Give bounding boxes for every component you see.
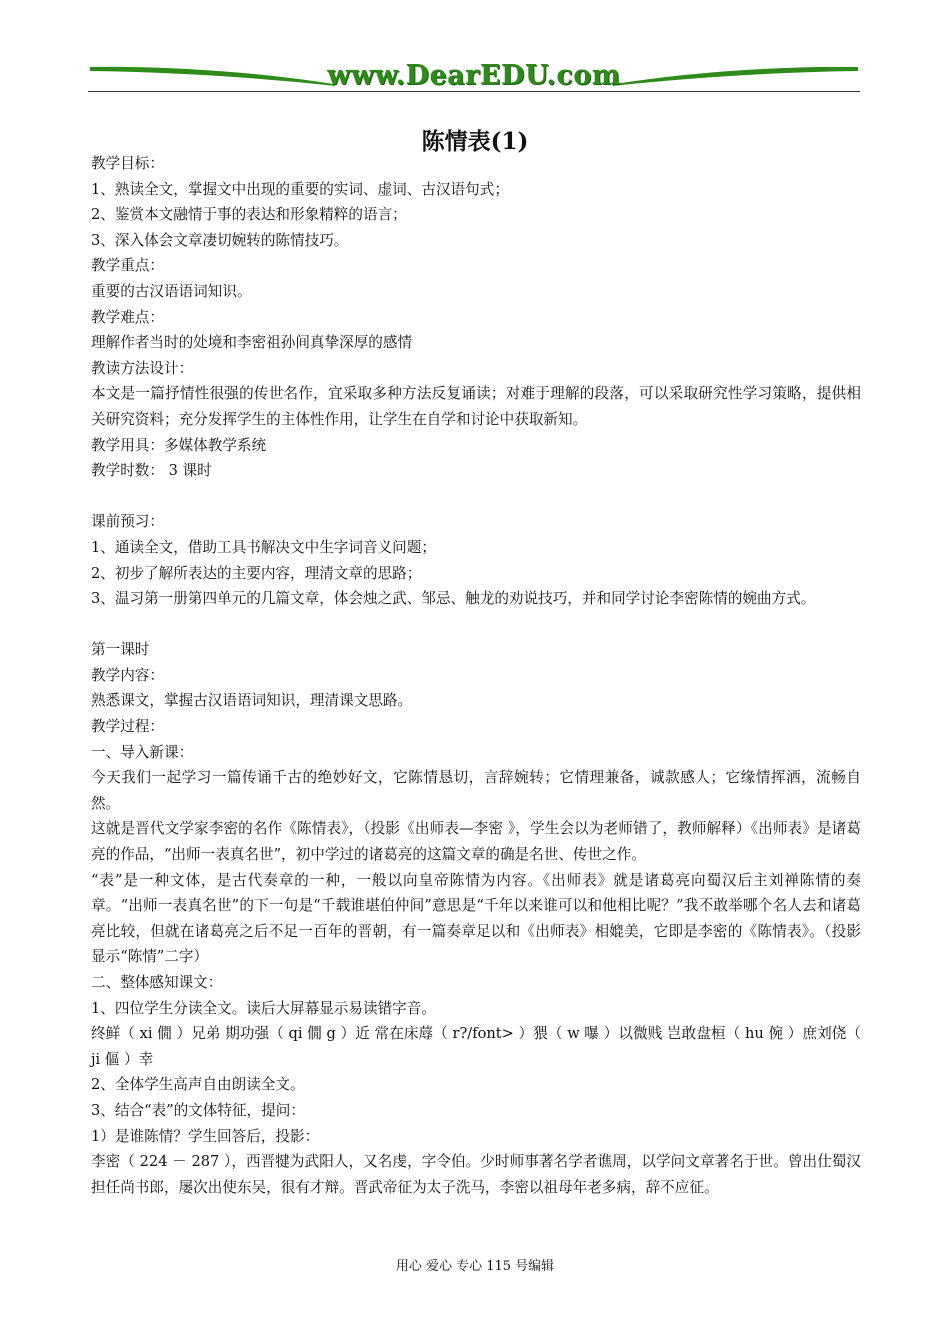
paragraph: “表”是一种文体，是古代奏章的一种，一般以向皇帝陈情为内容。《出师表》就是诸葛亮向蜀汉后主刘禅陈情的奏章。“出师一表真名世”的下一句是“千载谁堪伯仲间”意思是“千年以来谁可以和他相比呢？”我不敢举哪个名人去和诸葛亮比较，但就在诸葛亮之后不足一百年的晋朝，有一篇奏章足以和《出师表》相媲美，它即是李密的《陈情表》。（投影显示“陈情”二字） (91, 871, 861, 966)
paragraph: 一、导入新课： (91, 743, 194, 761)
paragraph: 教学重点： (91, 257, 164, 275)
paragraph: 2、全体学生高声自由朗读全文。 (91, 1076, 305, 1094)
paragraph: 这就是晋代文学家李密的名作《陈情表》，（投影《出师表—李密 》，学生会以为老师错了，教师解释）《出师表》是诸葛亮的作品，“出师一表真名世”，初中学过的诸葛亮的这篇文章的确是名世、传世之作。 (91, 820, 861, 864)
paragraph: 第一课时 (91, 641, 150, 659)
page-title: 陈情表(1) (421, 128, 529, 156)
paragraph: 熟悉课文，掌握古汉语语词知识，理清课文思路。 (91, 692, 413, 710)
paragraph: 3、深入体会文章凄切婉转的陈情技巧。 (91, 231, 349, 249)
paragraph: 课前预习： (91, 513, 164, 531)
site-header (88, 58, 860, 98)
blank-line (91, 484, 861, 510)
document-body (91, 151, 861, 1200)
header-rule (88, 91, 860, 92)
paragraph: 今天我们一起学习一篇传诵千古的绝妙好文，它陈情恳切，言辞婉转；它情理兼备，诚款感人；它缘情挥洒，流畅自然。 (91, 769, 861, 812)
paragraph: 李密（ 224 － 287 ），西晋犍为武阳人，又名虔，字令伯。少时师事著名学者谯周，以学问文章著名于世。曾出仕蜀汉担任尚书郎，屡次出使东吴，很有才辩。晋武帝征为太子洗马，李密以祖母年老多病，辞不应征。 (91, 1153, 861, 1196)
paragraph: 教学目标： (91, 155, 164, 172)
site-logo[interactable]: www.DearEDU.com (327, 60, 621, 91)
paragraph: 终鲜（ xi 僩 ）兄弟 期功强（ qi 僩 g ）近 常在床蓐（ r?/font> ）猥（ w 嚗 ）以微贱 岂敢盘桓（ hu 倇 ）庶刘侥（ ji 傴 ）幸 (91, 1025, 861, 1068)
paragraph: 2、初步了解所表达的主要内容，理清文章的思路； (91, 564, 422, 582)
paragraph: 教学难点： (91, 308, 164, 326)
paragraph: 教读方法设计： (91, 359, 194, 377)
blank-line (91, 612, 861, 638)
paragraph: 3、温习第一册第四单元的几篇文章，体会烛之武、邹忌、触龙的劝说技巧，并和同学讨论李密陈情的婉曲方式。 (91, 590, 816, 608)
paragraph: 重要的古汉语语词知识。 (91, 282, 252, 300)
paragraph: 1、通读全文，借助工具书解决文中生字词音义问题； (91, 538, 436, 556)
paragraph: 本文是一篇抒情性很强的传世名作，宜采取多种方法反复诵读；对难于理解的段落，可以采取研究性学习策略，提供相关研究资料；充分发挥学生的主体性作用，让学生在自学和讨论中获取新知。 (91, 385, 861, 428)
paragraph: 1、熟读全文，掌握文中出现的重要的实词、虚词、古汉语句式； (91, 180, 509, 198)
paragraph: 2、鉴赏本文融情于事的表达和形象精粹的语言； (91, 206, 407, 224)
paragraph: 二、整体感知课文： (91, 974, 223, 991)
paragraph: 教学过程： (91, 718, 164, 736)
paragraph: 教学内容： (91, 666, 164, 684)
paragraph: 1、四位学生分读全文。读后大屏幕显示易读错字音。 (91, 999, 436, 1017)
paragraph: 教学用具：多媒体教学系统 (91, 436, 267, 454)
page-footer: 用心 爱心 专心 115 号编辑 (395, 1259, 555, 1274)
paragraph: 1）是谁陈情？学生回答后，投影： (91, 1127, 320, 1145)
paragraph: 理解作者当时的处境和李密祖孙间真挚深厚的感情 (91, 334, 413, 352)
paragraph: 教学时数： 3 课时 (91, 462, 212, 480)
paragraph: 3、结合“表”的文体特征，提问： (91, 1101, 305, 1119)
